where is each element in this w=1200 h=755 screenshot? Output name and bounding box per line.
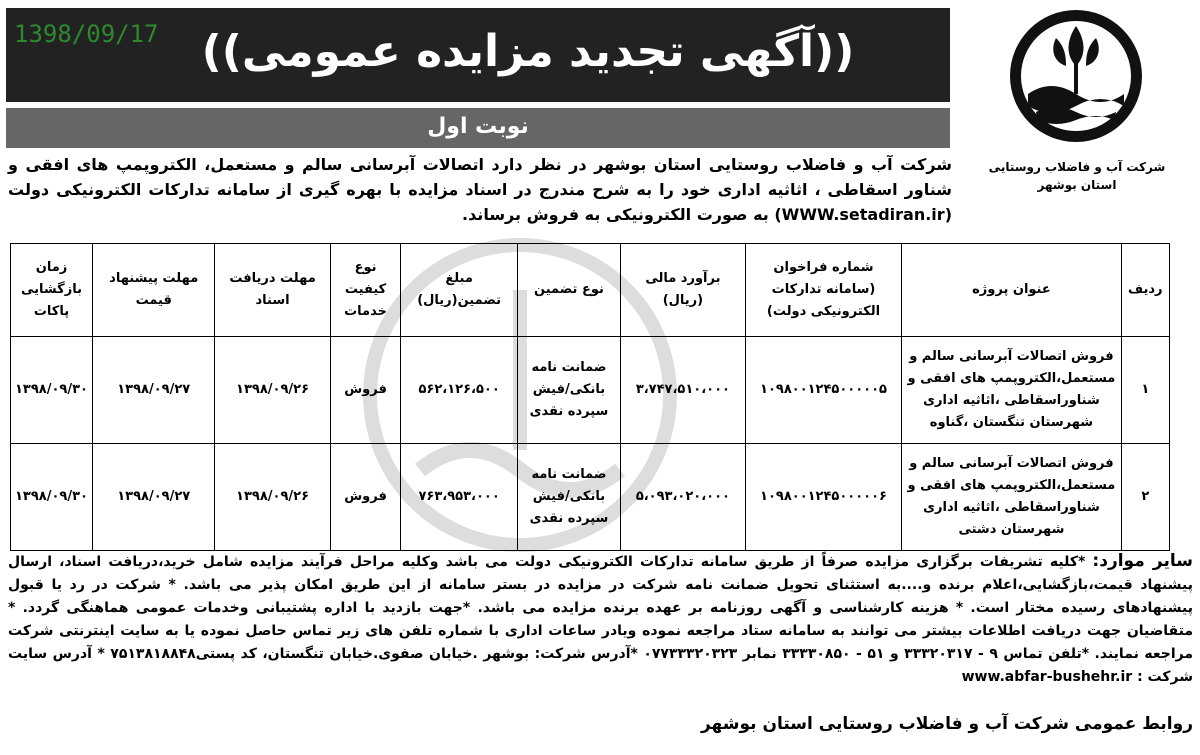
cell-guarantee-type: ضمانت نامه بانکی/فیش سپرده نقدی [517,444,620,551]
cell-project-title: فروش اتصالات آبرسانی سالم و مستعمل،الکتروپمپ های افقی و شناوراسقاطی ،اثاثیه اداری شهرستان دشتی [902,444,1121,551]
header-document-deadline: مهلت دریافت اسناد [215,244,330,337]
company-name-line2: استان بوشهر [1037,178,1117,192]
footer-signature: روابط عمومی شرکت آب و فاضلاب روستایی استان بوشهر [700,714,1193,734]
notes-label: سایر موارد: [1092,551,1193,571]
wheat-water-logo-icon [1006,6,1146,146]
ad-title: ((آگهی تجدید مزایده عمومی)) [201,26,855,77]
header-estimate: برآورد مالی (ریال) [621,244,746,337]
ad-subtitle: نوبت اول [427,114,529,139]
cell-guarantee-amount: ۷۶۳،۹۵۳،۰۰۰ [401,444,517,551]
other-notes [8,550,1193,689]
company-name [960,158,1194,194]
header-project-title: عنوان پروژه [902,244,1121,337]
cell-project-title: فروش اتصالات آبرسانی سالم و مستعمل،الکتروپمپ های افقی و شناوراسقاطی ،اثاثیه اداری شهرستان تنگستان ،گناوه [902,337,1121,444]
header-guarantee-amount: مبلغ تضمین(ریال) [401,244,517,337]
cell-estimate: ۳،۷۴۷،۵۱۰،۰۰۰ [621,337,746,444]
cell-guarantee-type: ضمانت نامه بانکی/فیش سپرده نقدی [517,337,620,444]
cell-service-type: فروش [330,444,401,551]
cell-bid-deadline: ۱۳۹۸/۰۹/۲۷ [92,337,214,444]
cell-opening-time: ۱۳۹۸/۰۹/۳۰ [11,444,93,551]
header-guarantee-type: نوع تضمین [517,244,620,337]
cell-service-type: فروش [330,337,401,444]
cell-call-number: ۱۰۹۸۰۰۱۲۴۵۰۰۰۰۰۶ [745,444,902,551]
cell-estimate: ۵،۰۹۳،۰۲۰،۰۰۰ [621,444,746,551]
header-call-number: شماره فراخوان (سامانه تدارکات الکترونیکی دولت) [745,244,902,337]
table-row [11,337,1170,444]
intro-paragraph: شرکت آب و فاضلاب روستایی استان بوشهر در نظر دارد اتصالات آبرسانی سالم و مستعمل، الکتروپمپ های افقی و شناور اسقاطی ، اثاثیه اداری خود را به شرح مندرج در اسناد مزایده با بهره گیری از سامانه تدارکات الکترونیکی دولت (WWW.setadiran.ir) به صورت الکترونیکی به فروش برساند. [8,155,952,224]
cell-call-number: ۱۰۹۸۰۰۱۲۴۵۰۰۰۰۰۵ [745,337,902,444]
title-banner [6,8,950,102]
projects-table [10,243,1170,551]
cell-guarantee-amount: ۵۶۲،۱۲۶،۵۰۰ [401,337,517,444]
cell-opening-time: ۱۳۹۸/۰۹/۳۰ [11,337,93,444]
cell-row-number: ۲ [1121,444,1169,551]
company-name-line1: شرکت آب و فاضلاب روستایی [988,160,1166,174]
header-service-type: نوع کیفیت خدمات [330,244,401,337]
subtitle-banner [6,108,950,148]
cell-bid-deadline: ۱۳۹۸/۰۹/۲۷ [92,444,214,551]
date-stamp: 1398/09/17 [14,20,159,48]
cell-document-deadline: ۱۳۹۸/۰۹/۲۶ [215,444,330,551]
cell-document-deadline: ۱۳۹۸/۰۹/۲۶ [215,337,330,444]
header-opening-time: زمان بازگشایی پاکات [11,244,93,337]
table-row [11,444,1170,551]
table-header-row [11,244,1170,337]
notes-text: *کلیه تشریفات برگزاری مزایده صرفاً از طریق سامانه تدارکات الکترونیکی دولت می باشد وکلیه مراحل فرآیند مزایده شامل خرید،دریافت اسناد، ارسال پیشنهاد قیمت،بازگشایی،اعلام برنده و....به استثنای تحویل ضمانت نامه شرکت در مزایده در بستر سامانه از این طریق امکان پذیر می باشد. * شرکت در رد یا قبول پیشنهادهای رسیده مختار است. * هزینه کارشناسی و آگهی روزنامه بر عهده برنده مزایده می باشد. *جهت بازدید با اداره پشتیبانی وخدمات عمومی هماهنگی گردد. * متقاضیان جهت دریافت اطلاعات بیشتر می توانند به سامانه ستاد مراجعه نموده ویادر ساعات اداری با شماره تلفن های زیر تماس حاصل نموده یا به سایت اینترنتی شرکت مراجعه نمایند. *تلفن تماس ۹ - ۳۳۳۲۰۳۱۷ و ۵۱ - ۳۳۳۳۰۸۵۰ نمابر ۰۷۷۳۳۳۲۰۳۲۳ *آدرس شرکت: بوشهر .خیابان صفوی.خیابان تنگستان، کد پستی۷۵۱۳۸۱۸۸۴۸ * آدرس سایت شرکت : www.abfar-bushehr.ir [8,554,1193,685]
header-row-number: ردیف [1121,244,1169,337]
header-bid-deadline: مهلت پیشنهاد قیمت [92,244,214,337]
cell-row-number: ۱ [1121,337,1169,444]
